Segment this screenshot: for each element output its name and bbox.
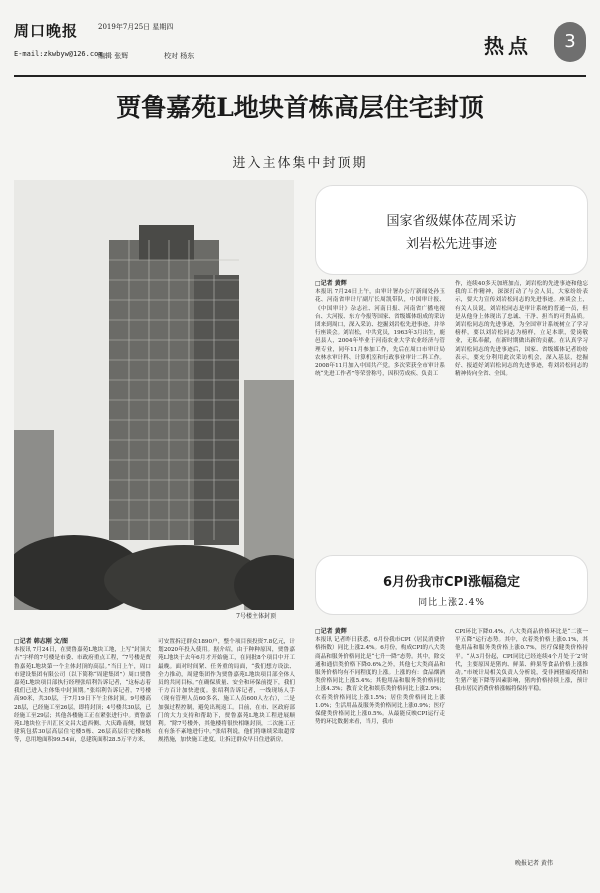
photo-caption: 7号楼主体封顶 <box>236 613 276 620</box>
lead-headline: 贾鲁嘉苑L地块首栋高层住宅封顶 <box>116 93 484 122</box>
email-address: E-mail:zkwbyw@126.com <box>14 50 103 58</box>
story2-column-1 <box>315 628 445 726</box>
story1-body-1: 本报讯 7月24日上午，由审计署办公厅新闻处孙玉花、河南省审计厅副厅长周凯带队，中国审计报、《中国审计》杂志社、河南日报、河南省广播电视台、大河报、东方今报等国家、省级媒体组成的采访团来到周口，深入采访、挖掘刘岩松先进事迹，并举行座谈会。刘岩松，中共党员，1963年3月出生，鹿邑县人，2004年毕业于河南农业大学农业经济与管理专业，同年11月参加工作，先后在周口市审计局农林水审计科、计算机室和行政事业审计二科工作。2008年11月加入中国共产党。多次荣获全市审计系统“先进工作者”等荣誉称号，因积劳成疾、负责工 <box>315 289 445 378</box>
lead-body-2: 可安置拆迁群众1890户，整个项目预投资7.8亿元，计划2020年投入使用。据介绍，由于种种原因，贾鲁嘉苑L地块于去年6月才开始施工，在同批8个项目中开工最晚。面对时间紧、任务重的局面，“我们想方设法、全力推动，周建集团作为贾鲁嘉苑L地块项目部全体人员的共同目标。”在确保质量、安全和环保前提下，我们千方百计加快进度。张绍利告诉记者，一线现场人手（现有管理人员60多名、施工人员600人左右），二是加强过程控制，避免出现返工。目前，在市、区政府部门的大力支持和帮助下，贾鲁嘉苑L地块工程进展顺利。“除7号楼外，其他楼将很快相继封顶，二次施工正在有条不紊地进行中。”张绍利说，他们将继续采取超常规措施，加快施工进度，让拆迁群众早日住进新房。 <box>158 639 295 744</box>
masthead <box>14 20 586 72</box>
editor-credit: 编辑 张辉 <box>98 52 129 60</box>
story2-author: 晚报记者 黄伟 <box>515 860 553 867</box>
story2-body-2: CPI环比下降0.4%，八大类商品价格环比是“二涨一平五降”运行态势。其中，衣着类价格上涨0.1%，其他用品和服务类价格上涨0.7%，医疗保健类价格持平。“从3月份起，CPI同比已经连续4个月处于‘2’时代，主要原因是猪肉、鲜菜、鲜果等食品价格上涨推动。”市统计局相关负责人分析说，受非洲猪瘟疫情和生猪产能下降等因素影响，猪肉价格持续上涨，预计我市居民消费价格涨幅将保持平稳。 <box>455 629 588 693</box>
lead-body-1: 本报讯 7月24日，在贾鲁嘉苑L地块工地，上写“封顶大吉”字样的7号楼是市委、市政府重点工程，“7号楼是贾鲁嘉苑L地块第一个主体封顶的高层。”当日上午，周口市建设集团有限公司（以下简称“周建集团”）周口贾鲁嘉苑L地块项目部执行经理张绍利告诉记者，“这标志着我们已进入主体集中封顶期。”张绍利告诉记者，7号楼高90米，共30层，于7月19日下午主体封顶。9号楼高28层，已经施工至26层，即将封顶；4号楼共30层，已经施工至29层；其他各楼施工正在紧张进行中。贾鲁嘉苑L地块位于川汇区文昌大道西侧、大庆路南侧，规划建筑包括30层高层住宅楼5栋、26层高层住宅楼8栋等，总用地面积99.54亩，总建筑面积28.5万平方米， <box>14 647 151 744</box>
story1-title-line2: 刘岩松先进事迹 <box>405 237 497 252</box>
story2-byline: □记者 黄辉 <box>315 628 347 635</box>
lead-subhead: 进入主体集中封顶期 <box>232 156 368 171</box>
story2-column-2 <box>455 628 588 694</box>
story1-body-2: 作，连续40多天加班加点，刘岩松的先进事迹和他忘我的工作精神，深深打动了与会人员，大家纷纷表示，要大力宣传刘岩松同志的先进事迹。座谈会上，有关人员说，刘岩松同志是审计系统的普通一员，但是从他身上体现出了忠诚、干净、担当的可贵品质。刘岩松同志的先进事迹，为全国审计系统树立了学习榜样，要以刘岩松同志为榜样，立足本职，爱岗敬业，无私奉献，在新时期做出新的贡献。在认真学习刘岩松同志的先进事迹后，国家、省级媒体记者纷纷表示，要充分利用此次采访机会，深入基层，挖掘好、报道好刘岩松同志的先进事迹，将刘岩松同志的精神传向全省、全国。 <box>455 281 588 378</box>
story1-title-box <box>315 185 588 275</box>
story2-title: 6月份我市CPI涨幅稳定 <box>383 575 520 590</box>
lead-column-2 <box>158 638 295 745</box>
building-photo <box>14 180 294 610</box>
proofreader-credit: 校对 杨东 <box>164 52 195 60</box>
story1-column-2 <box>455 280 588 378</box>
story1-column-1 <box>315 280 445 378</box>
lead-byline: □记者 韩志刚 文/图 <box>14 638 69 645</box>
header-rule <box>14 75 586 77</box>
story1-title-line1: 国家省级媒体莅周采访 <box>386 214 517 229</box>
story2-body-1: 本报讯 记者昨日获悉，6月份我市CPI（居民消费价格指数）同比上涨2.4%。6月份，构成CPI的八大类商品和服务价格同比是“七升一降”态势。其中，除交通和通信类价格下降0.6%之外，其他七大类商品和服务价格均有不同程度的上涨。上涨的有：食品烟酒类价格同比上涨5.4%；其他用品和服务类价格同比上涨4.3%；教育文化和娱乐类价格同比上涨2.9%；衣着类价格同比上涨1.5%；居住类价格同比上涨1.0%；生活用品及服务类价格同比上涨0.9%；医疗保健类价格同比上涨0.5%。从最能反映CPI运行走势的环比数据来看，当月，我市 <box>315 637 445 726</box>
story2-subtitle: 同比上涨2.4% <box>418 598 485 608</box>
issue-date: 2019年7月25日 星期四 <box>98 23 174 31</box>
story1-byline: □记者 黄辉 <box>315 280 347 287</box>
lead-column-1 <box>14 638 151 745</box>
section-title: 热点 <box>484 34 532 58</box>
high-rise-illustration <box>14 180 294 610</box>
page-number-badge: 3 <box>554 22 586 62</box>
newspaper-logo: 周口晚报 <box>14 22 79 40</box>
